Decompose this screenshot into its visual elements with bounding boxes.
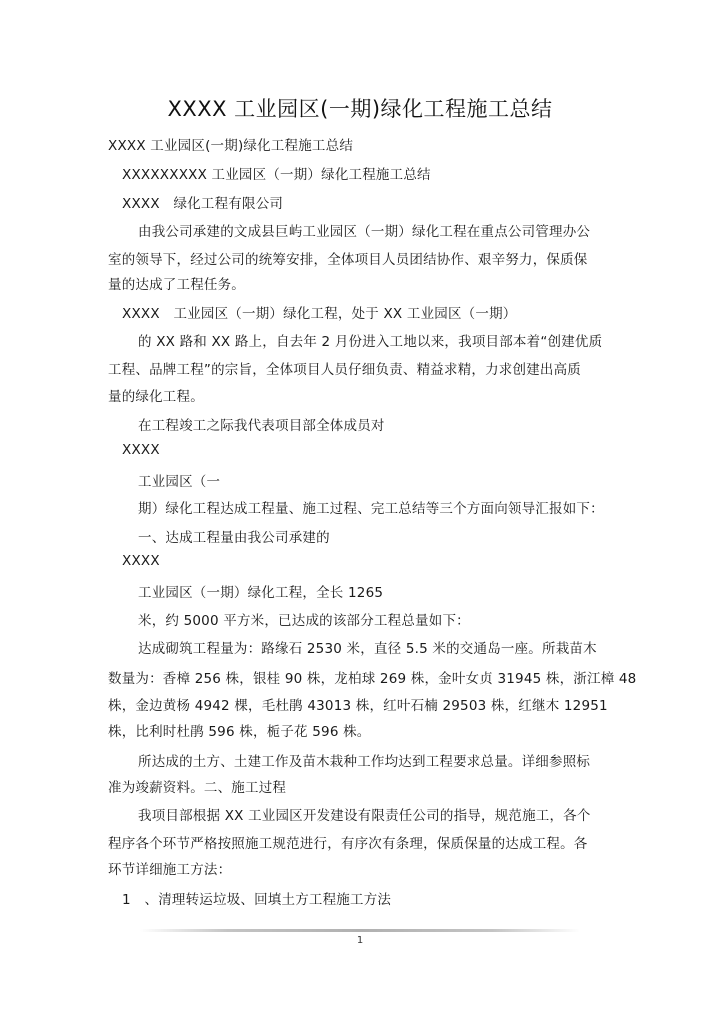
document-title: XXXX 工业园区(一期)绿化工程施工总结 <box>167 97 553 121</box>
text-line: XXXX 绿化工程有限公司 <box>122 196 284 212</box>
text-line: XXXXXXXXX 工业园区（一期）绿化工程施工总结 <box>122 167 431 183</box>
text-line: 所达成的土方、土建工作及苗木栽种工作均达到工程要求总量。详细参照标 <box>138 754 591 770</box>
text-line: 量的达成了工程任务。 <box>108 277 245 293</box>
text-line: 环节详细施工方法： <box>108 862 232 878</box>
text-line: XXXX <box>122 553 160 569</box>
text-line: 我项目部根据 XX 工业园区开发建设有限责任公司的指导，规范施工，各个 <box>138 808 591 824</box>
text-line: 达成砌筑工程量为：路缘石 2530 米，直径 5.5 米的交通岛一座。所栽苗木 <box>138 641 597 657</box>
text-line: 一、达成工程量由我公司承建的 <box>138 530 330 546</box>
text-line: 量的绿化工程。 <box>108 389 204 405</box>
text-line: 工业园区（一 <box>138 474 221 490</box>
text-line: 在工程竣工之际我代表项目部全体成员对 <box>138 418 385 434</box>
text-line: 数量为：香樟 256 株，银桂 90 株，龙柏球 269 株，金叶女贞 31945 株，浙江樟 48 <box>108 671 637 687</box>
text-line: 工程、品牌工程”的宗旨，全体项目人员仔细负责、精益求精，力求创建出高质 <box>108 362 581 378</box>
page-number: 1 <box>356 935 364 946</box>
text-line: XXXX <box>122 442 160 458</box>
text-line: 程序各个环节严格按照施工规范进行，有序次有条理，保质保量的达成工程。各 <box>108 836 588 852</box>
text-line: XXXX 工业园区(一期)绿化工程施工总结 <box>108 138 354 154</box>
text-line: 株，比利时杜鹃 596 株，栀子花 596 株。 <box>108 724 371 740</box>
text-line: 由我公司承建的文成县巨屿工业园区（一期）绿化工程在重点公司管理办公 <box>138 224 591 240</box>
text-line: 准为竣薪资料。二、施工过程 <box>108 780 287 796</box>
text-line: 室的领导下，经过公司的统筹安排，全体项目人员团结协作、艰辛努力，保质保 <box>108 252 588 268</box>
text-line: 的 XX 路和 XX 路上，自去年 2 月份进入工地以来，我项目部本着“创建优质 <box>138 334 603 350</box>
text-line: 1 、清理转运垃圾、回填土方工程施工方法 <box>122 892 392 908</box>
text-line: 米，约 5000 平方米，已达成的该部分工程总量如下： <box>138 613 470 629</box>
footer-divider <box>140 929 580 932</box>
text-line: 期）绿化工程达成工程量、施工过程、完工总结等三个方面向领导汇报如下： <box>138 501 604 517</box>
text-line: 株，金边黄杨 4942 棵，毛杜鹃 43013 株，红叶石楠 29503 株，红继木 12951 <box>108 698 608 714</box>
text-line: 工业园区（一期）绿化工程，全长 1265 <box>138 585 384 601</box>
text-line: XXXX 工业园区（一期）绿化工程，处于 XX 工业园区（一期） <box>122 306 517 322</box>
